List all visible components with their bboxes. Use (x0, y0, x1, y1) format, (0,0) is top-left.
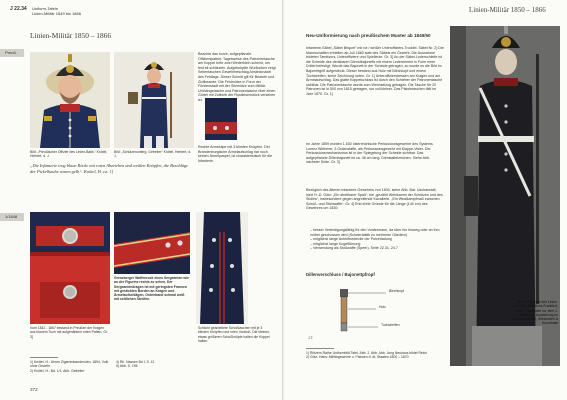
right-footnote-1: 1) Rötzem Rathe Uniformbild Tafel, Abb. 2. Abb. Abb. Jung Neuhaus bildet Reich (306, 351, 428, 355)
officer-caption: Bild: „Preußischer Offizier des Linien-Batls.“ Knötel, Herbert, d. J. (30, 150, 108, 159)
page-header (10, 6, 81, 16)
diagram-label-cloth: Tuchstreifen (381, 323, 400, 327)
side-tab-prussia: Preuß. (0, 49, 24, 57)
reason-item-4: – Verwendung als Stoßwaffe (Speer). Seite 22.31, 24.7 (310, 246, 398, 251)
left-footnote-2: 2) Knötel, H.: Bd. 1/1. Abb. Gefreiter (30, 368, 85, 373)
article-paragraph-1: Infanterie-Säbel „Säbel Briquet“ mit rot / weißer Unteroffiziers-Troddel. Säbel Nr. 2) Die Mannschaften erhielten ab Juli 1860 statt des Säbels ein Gewehr. Die Ausnahme bildeten Tambours, Unteroffiziere und Spielleute. Gr. 3] An der Säbel-Lederschleife ist die Scheide des denkbaren Dienstbajonetts mit einem Lederriemen in Form einer Drittel befestigt. Wurde das Bajonett in der Scheide getragen, so wurde es die Bild im Bajonettgriff aufgesteckt. Dieser bestand aus Holz mit Blechkopf und einem Tuchstreifen, siehe Zeichnung unten. Gr. 1] Unteroffizierstressen am Kragen und am Ärmelaufschlag. Das glatte Koppelschloss ist durch den Schieber der Patronentasche sichtbar. Die Patronentasche wurde zum Wechselzug getragen. Die Tasche für 20 Patronen ist in 500 von 1815 getragen, nur voll kleiner. Das Pistoletaschen fällt im Jahr 1870. Gr. 1] (306, 46, 444, 96)
diagram-label-tinplate: Blechkopf (389, 289, 404, 293)
right-running-head: Linien-Militär 1850 – 1866 (469, 6, 546, 14)
diagram-reference: J.T. (308, 336, 314, 340)
sergeant-photo-caption: Bild: „Sergeant des Linien-Infanterie-Bataillons Frankfurt, 1860.“ Fotografie vor dem 1. Weltkrieg, Ausstellung im Landesmuseum, Wiesbaden & Kunsthalle (511, 300, 558, 326)
left-footnote-1: 1) Knötel, H.: Uhren Zigarrenbanderolen, 1894, Volk ohne Gewehr (30, 360, 109, 369)
infantry-quote: „Die Infanterie trug blaue Röcke mit roten Abzeichen und weißen Knöpfen, die Beschläge der Pickelhaube waren gelb“. Knötel, H. ca. 1] (30, 163, 189, 174)
coat-back-photo (196, 212, 248, 324)
cuff-description: Rechte Armstulpe mit 3 blinden Knöpfen. Der Brandenburgische Ärmelaufschlag hat noch keinen Ärmelpaspel, ist charakteristisch für die Infanterie. (198, 145, 273, 163)
reason-item-3: – möglichst lange Kugelführung (310, 241, 361, 246)
header-line1: Uniform-Tafeln (32, 6, 59, 11)
sleeve-caption: Grenzberger Waffenrock eines Sergeanten wie an der Figurine rechts zu sehen. Der Sergeantenkragen ist mit geringsten Fransen mit gestickten Borden an Kragen und Ärmelaufschlägen. Ordenband schmal weiß mit seitlichen Streifen. (114, 276, 189, 302)
article-title: Neu-Uniformierung nach preußischem Muster ab 1849/50 (306, 33, 431, 38)
side-tab-year: 1/1848 (0, 213, 24, 221)
cuff-detail-image (205, 98, 237, 140)
coat-back-caption: Schlicht gearbeitete Schoßtaschen mit je 3 blinden Knöpfen und roten Vorstoß. Die kleinen, etwas größeren Schoßknöpfe halten die Koppel halten. (198, 326, 271, 343)
left-footnotes-2 (116, 360, 192, 369)
article-paragraph-3: Bezüglich des älteren Infanterie-Gewehres von 1830, siehe Abb. Bat. Uschanstall, hiert H.-D. Götz: „Ein streitbarer Spaß“, bei „gezählt Weinkamm der Schützen und des Stolles“, insbesondere gegen angreifende Kavallerie. „Ein Wealkampfmaß zwischen Schuß- und Stichwaffe“. Gr. 4] Erst ehrte Gründe für die Länge (140 cm) des Gewehres um 1830: (306, 188, 443, 211)
section-title: Linien-Militär 1850 – 1866 (30, 31, 112, 40)
header-number: J 22.34 (10, 6, 27, 12)
collar-caption: Vom 1842 - 1867 bestand in Preußen der Kragen aus blauem Tuch mit aufgenähtem roten Patten. Gr. 3] (30, 326, 108, 339)
header-lines (32, 6, 122, 16)
reason-item-1: – besser Verteidigungsfähig für den Vordermann, da über ihn hinweg oder an ihm vorbei geschossen wird (Schwertaktik zu mehreren Gliedern) (310, 228, 440, 237)
header-line2: Linien-Militär 1849 bis 1866 (32, 11, 81, 16)
diagram-title: Dillenverschluss / Bajonettpfropf (306, 272, 375, 277)
left-page (0, 0, 283, 400)
article-paragraph-2: Im Jahre 1859 wurden 1.630 österreichische Perkussionsgewehre des Systems Lorenz Wirthmer, 3 Ordenstaffe, als Perkussionsgewehr mit Klappe-Visier. Der Perkussionsmechanismus ist in der Spiegelung der Scheide sichtbar. Das aufgepflanzte Dillenbajonett ist ca. 46 cm lang. Dienstaltetzeichen. Siehe Abb. nächster Seite. Gr. 3] (306, 142, 433, 165)
reasons-list (310, 228, 444, 251)
bayonet-plug-diagram (306, 285, 426, 345)
left-footnote-4: 4) Rh. Nassen Bd I, S. 41 (116, 360, 155, 364)
left-footnotes (30, 360, 110, 373)
reason-item-2: – möglichst lange Antriebsstrecke der Pulverladung (310, 237, 392, 242)
footnote-rule (30, 357, 58, 358)
soldier-caption: Bild: „Schützenunterg. Gefreiter“ Knötel, Herbert, d. J. (114, 150, 192, 159)
officer-illustration (30, 52, 110, 148)
sleeve-photo (114, 212, 190, 274)
right-footnote-rule (306, 348, 334, 349)
right-footnotes (306, 351, 446, 360)
side-description: Beachte das kurze, aufgepflanzte Offizierspatent. Tagesweise des Patronentasche am Koppel trete zwei Wederklein scheint, um fest sit schliezeln. Aufgeknüpfte Wurflocken zeigt Seitentaschen Gewehrbeschlag Anstecknadel des Feldlage. Dieser Schnitt gilt für Beamte und Zivilbeamte. Die Feldmütze in Form der Fürstenstadt mit der Sitzmütze zum Militär. Umhängetasche und Patronentasche über einen Gürtel mit Zollhieb der Rustieisenstück versehen ist. (198, 52, 276, 102)
soldier-illustration (114, 52, 194, 148)
left-page-number: 372 (30, 387, 38, 392)
diagram-label-wood: Holz (379, 305, 386, 309)
left-footnote-5: 5) Abb. S. 155 (116, 364, 138, 369)
right-page (284, 0, 567, 400)
right-footnote-2: 2) Götz, Hans: Militärgewehre u. Pistolen d. dt. Staaten 1800 – 1870 (306, 355, 409, 360)
collar-photo (30, 212, 110, 324)
